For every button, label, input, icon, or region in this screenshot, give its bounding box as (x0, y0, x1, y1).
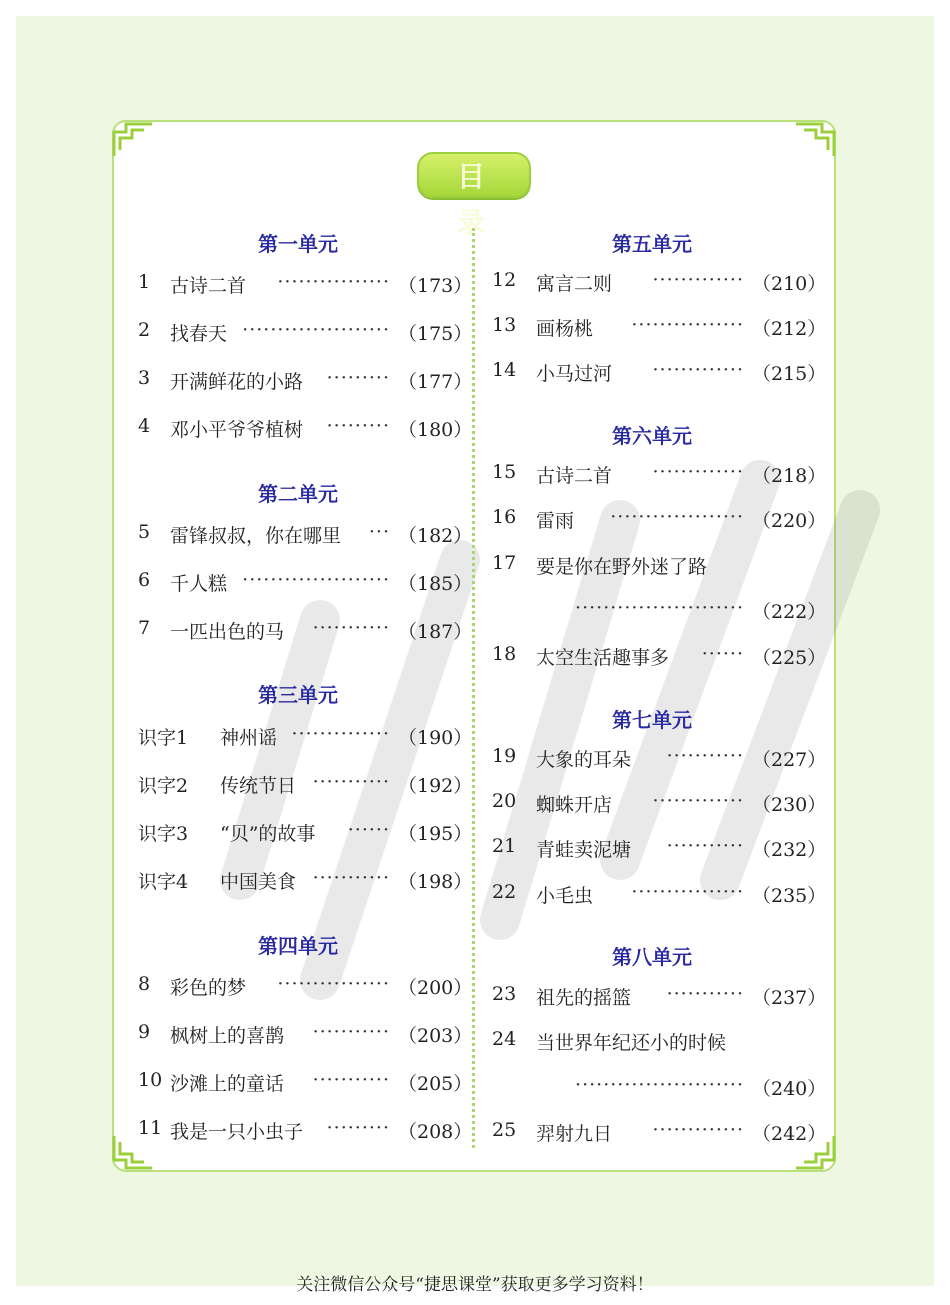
entry-number: 11 (138, 1117, 163, 1139)
entry-leader-dots: ············· (652, 790, 744, 812)
entry-number: 25 (492, 1119, 517, 1141)
entry-number: 18 (492, 643, 517, 665)
entry-number: 4 (138, 415, 151, 437)
entry-page-number: （205） (398, 1073, 473, 1095)
entry-page-number: （242） (752, 1123, 827, 1145)
entry-number: 16 (492, 506, 517, 528)
entry-page-number: （230） (752, 794, 827, 816)
entry-leader-dots: ····················· (242, 569, 390, 591)
entry-number: 10 (138, 1069, 163, 1091)
toc-entry[interactable] (0, 790, 950, 820)
entry-page-number: （218） (752, 465, 827, 487)
entry-title: 邓小平爷爷植树 (170, 419, 304, 441)
unit-heading: 第三单元 (258, 683, 338, 707)
toc-entry[interactable] (0, 506, 950, 536)
unit-heading: 第四单元 (258, 934, 338, 958)
entry-leader-dots: ························ (575, 597, 744, 619)
entry-title: 雷雨 (536, 510, 575, 532)
corner-ornament-top-right (792, 120, 836, 158)
entry-title: 枫树上的喜鹊 (170, 1025, 285, 1047)
entry-page-number: （215） (752, 363, 827, 385)
entry-number: 24 (492, 1028, 517, 1050)
entry-page-number: （227） (752, 749, 827, 771)
entry-number: 12 (492, 269, 517, 291)
entry-leader-dots: ··········· (666, 745, 744, 767)
entry-title: 开满鲜花的小路 (170, 371, 304, 393)
entry-title: 古诗二首 (536, 465, 613, 487)
entry-leader-dots: ··················· (610, 506, 744, 528)
toc-entry[interactable] (0, 881, 950, 911)
entry-page-number: （195） (398, 823, 473, 845)
entry-number: 3 (138, 367, 151, 389)
toc-entry[interactable] (0, 314, 950, 344)
entry-title: 羿射九日 (536, 1123, 613, 1145)
entry-page-number: （185） (398, 573, 473, 595)
entry-page-number: （240） (752, 1078, 827, 1100)
entry-leader-dots: ················ (277, 271, 390, 293)
toc-title: 目 录 (417, 152, 531, 198)
entry-page-number: （182） (398, 525, 473, 547)
unit-heading: 第五单元 (612, 232, 692, 256)
entry-number: 17 (492, 552, 517, 574)
toc-entry[interactable] (0, 597, 950, 627)
toc-entry[interactable] (0, 1074, 950, 1104)
toc-entry[interactable] (0, 269, 950, 299)
toc-entry[interactable] (0, 835, 950, 865)
entry-title: 当世界年纪还小的时候 (536, 1032, 727, 1054)
entry-leader-dots: ··········· (312, 1021, 390, 1043)
entry-page-number: （232） (752, 839, 827, 861)
entry-title: 古诗二首 (170, 275, 247, 297)
entry-leader-dots: ··· (368, 521, 390, 543)
unit-heading: 第一单元 (258, 232, 338, 256)
entry-leader-dots: ················ (631, 881, 744, 903)
entry-leader-dots: ······ (701, 643, 744, 665)
entry-page-number: （180） (398, 419, 473, 441)
entry-number: 14 (492, 359, 517, 381)
entry-title: 找春天 (170, 323, 228, 345)
entry-page-number: （235） (752, 885, 827, 907)
footer-note: 关注微信公众号“捷思课堂”获取更多学习资料！ (296, 1275, 654, 1295)
entry-page-number: （225） (752, 647, 827, 669)
entry-leader-dots: ······ (347, 819, 390, 841)
entry-leader-dots: ············· (652, 359, 744, 381)
entry-title: 沙滩上的童话 (170, 1073, 285, 1095)
entry-number: 识字4 (138, 871, 189, 893)
entry-leader-dots: ··········· (312, 617, 390, 639)
entry-number: 7 (138, 617, 151, 639)
entry-page-number: （210） (752, 273, 827, 295)
entry-title: 青蛙卖泥塘 (536, 839, 632, 861)
entry-page-number: （220） (752, 510, 827, 532)
toc-entry[interactable] (0, 415, 950, 445)
corner-ornament-top-left (112, 120, 156, 158)
entry-number: 6 (138, 569, 151, 591)
entry-title: 小毛虫 (536, 885, 594, 907)
toc-entry[interactable] (0, 552, 950, 582)
entry-number: 识字2 (138, 775, 189, 797)
entry-page-number: （192） (398, 775, 473, 797)
entry-number: 23 (492, 983, 517, 1005)
toc-entry[interactable] (0, 643, 950, 673)
entry-title: 蜘蛛开店 (536, 794, 613, 816)
entry-number: 8 (138, 973, 151, 995)
entry-page-number: （175） (398, 323, 473, 345)
entry-page-number: （237） (752, 987, 827, 1009)
entry-title: 画杨桃 (536, 318, 594, 340)
entry-page-number: （187） (398, 621, 473, 643)
entry-page-number: （173） (398, 275, 473, 297)
entry-title: 要是你在野外迷了路 (536, 556, 708, 578)
entry-leader-dots: ·············· (291, 723, 390, 745)
entry-page-number: （212） (752, 318, 827, 340)
unit-heading: 第六单元 (612, 424, 692, 448)
entry-leader-dots: ··········· (312, 1069, 390, 1091)
toc-entry[interactable] (0, 983, 950, 1013)
entry-number: 19 (492, 745, 517, 767)
entry-leader-dots: ··········· (312, 867, 390, 889)
toc-entry[interactable] (0, 461, 950, 491)
entry-title: 千人糕 (170, 573, 228, 595)
entry-page-number: （222） (752, 601, 827, 623)
entry-number: 识字1 (138, 727, 189, 749)
entry-leader-dots: ················ (631, 314, 744, 336)
entry-number: 15 (492, 461, 517, 483)
entry-leader-dots: ············· (652, 269, 744, 291)
entry-page-number: （198） (398, 871, 473, 893)
entry-page-number: （190） (398, 727, 473, 749)
entry-title: 一匹出色的马 (170, 621, 285, 643)
entry-number: 9 (138, 1021, 151, 1043)
entry-number: 13 (492, 314, 517, 336)
entry-page-number: （200） (398, 977, 473, 999)
entry-number: 22 (492, 881, 517, 903)
entry-leader-dots: ············· (652, 461, 744, 483)
entry-title: 祖先的摇篮 (536, 987, 632, 1009)
entry-page-number: （203） (398, 1025, 473, 1047)
entry-leader-dots: ········· (326, 1117, 390, 1139)
entry-title: 神州谣 (220, 727, 278, 749)
entry-page-number: （208） (398, 1121, 473, 1143)
toc-entry[interactable] (0, 1119, 950, 1149)
toc-entry[interactable] (0, 1028, 950, 1058)
entry-number: 2 (138, 319, 151, 341)
entry-leader-dots: ········· (326, 415, 390, 437)
unit-heading: 第八单元 (612, 945, 692, 969)
entry-leader-dots: ············· (652, 1119, 744, 1141)
entry-title: 雷锋叔叔，你在哪里 (170, 525, 342, 547)
toc-entry[interactable] (0, 359, 950, 389)
entry-leader-dots: ··········· (666, 983, 744, 1005)
entry-title: “贝”的故事 (220, 823, 316, 845)
unit-heading: 第二单元 (258, 482, 338, 506)
entry-title: 太空生活趣事多 (536, 647, 670, 669)
entry-leader-dots: ··········· (312, 771, 390, 793)
entry-number: 5 (138, 521, 151, 543)
entry-title: 寓言二则 (536, 273, 613, 295)
entry-leader-dots: ····················· (242, 319, 390, 341)
toc-entry[interactable] (0, 745, 950, 775)
entry-title: 彩色的梦 (170, 977, 247, 999)
entry-title: 中国美食 (220, 871, 297, 893)
entry-leader-dots: ························ (575, 1074, 744, 1096)
entry-number: 20 (492, 790, 517, 812)
entry-number: 21 (492, 835, 517, 857)
entry-page-number: （177） (398, 371, 473, 393)
unit-heading: 第七单元 (612, 708, 692, 732)
entry-leader-dots: ········· (326, 367, 390, 389)
entry-title: 大象的耳朵 (536, 749, 632, 771)
entry-number: 1 (138, 271, 151, 293)
entry-title: 小马过河 (536, 363, 613, 385)
entry-number: 识字3 (138, 823, 189, 845)
entry-leader-dots: ················ (277, 973, 390, 995)
entry-title: 传统节日 (220, 775, 297, 797)
entry-leader-dots: ··········· (666, 835, 744, 857)
entry-title: 我是一只小虫子 (170, 1121, 304, 1143)
